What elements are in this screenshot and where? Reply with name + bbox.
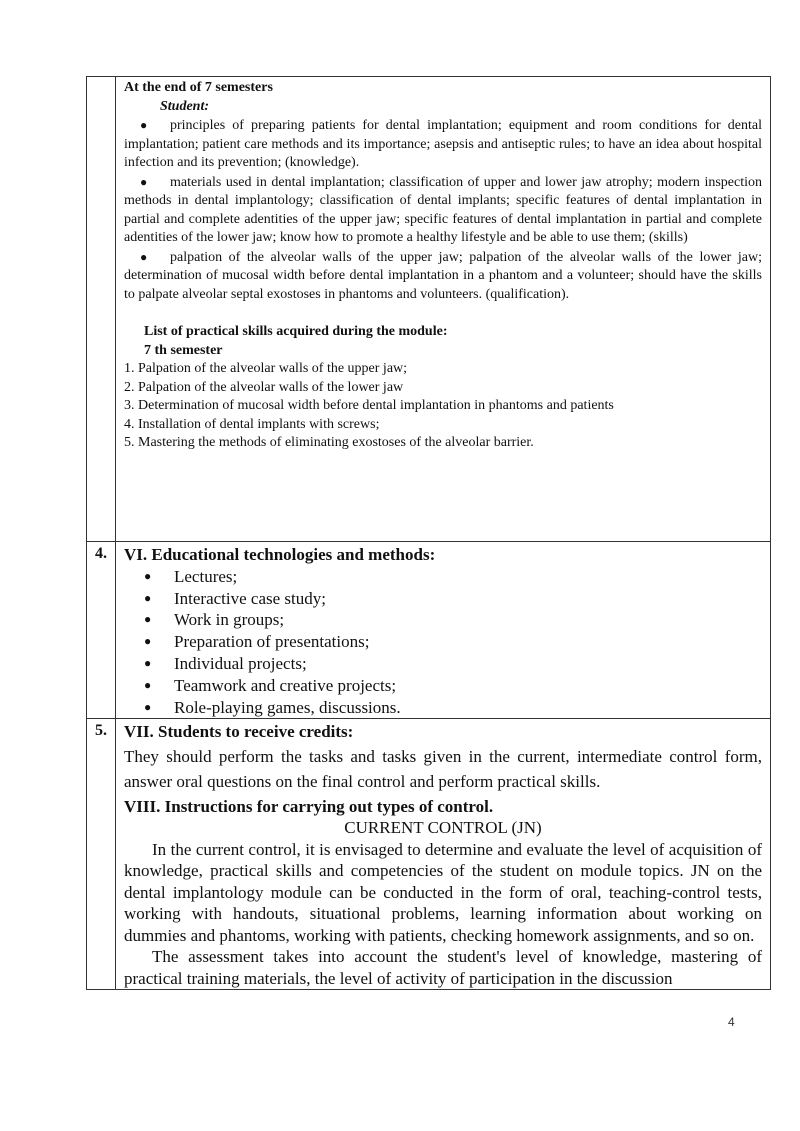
list-item: ● Role-playing games, discussions.	[144, 697, 401, 717]
skill-item: 5. Mastering the methods of eliminating exostoses of the alveolar barrier.	[124, 435, 534, 450]
bullet-icon: ●	[144, 634, 152, 649]
list-item: ● Work in groups;	[144, 610, 285, 630]
skills-heading: List of practical skills acquired during the module:	[144, 324, 448, 339]
credits-text: They should perform the tasks and tasks given in the current, intermediate control form, answer oral questions on the final control and perform practical skills.	[124, 746, 762, 791]
educational-technologies-cell	[116, 542, 771, 719]
skill-item: 2. Palpation of the alveolar walls of the lower jaw	[124, 379, 404, 395]
skill-item: 1. Palpation of the alveolar walls of the upper jaw;	[124, 361, 408, 376]
skill-item: 4. Installation of dental implants with screws;	[124, 416, 380, 432]
paragraph: The assessment takes into account the student's level of knowledge, mastering of practical training materials, the level of activity of participation in the discussion	[124, 947, 762, 988]
credits-and-control-cell	[116, 719, 771, 990]
skills-semester: 7 th semester	[144, 342, 223, 358]
learning-outcomes-cell	[116, 77, 771, 542]
bullet-icon: ●	[144, 677, 152, 692]
row-number: 4.	[87, 542, 116, 719]
row-educational-technologies	[87, 542, 771, 719]
bullet-icon: ●	[140, 118, 148, 132]
skill-item: 3. Determination of mucosal width before dental implantation in phantoms and patients	[124, 398, 614, 413]
list-item: ● Lectures;	[144, 566, 238, 586]
bullet-icon: ●	[144, 655, 152, 670]
syllabus-table	[86, 76, 771, 990]
section-title: VII. Students to receive credits:	[124, 722, 354, 742]
current-control-title: CURRENT CONTROL (JN)	[344, 818, 542, 838]
control-title: VIII. Instructions for carrying out types of control.	[124, 796, 494, 816]
paragraph: In the current control, it is envisaged to determine and evaluate the level of acquisition of knowledge, practical skills and competencies of the student on module topics. JN on the dental implantology module can be conducted in the form of oral, teaching-control tests, working with handouts, situational problems, learning information about working on dummies and phantoms, working with patients, checking homework assignments, and so on.	[124, 839, 762, 945]
page-number: 4	[728, 1015, 735, 1029]
row-number: 5.	[87, 719, 116, 990]
bullet-icon: ●	[144, 612, 152, 627]
outcomes-subheading: Student:	[160, 98, 210, 114]
list-item: ● Individual projects;	[144, 653, 307, 673]
bullet-icon: ●	[144, 568, 152, 583]
outcome-bullet: ● palpation of the alveolar walls of the upper jaw; palpation of the alveolar walls of the lower jaw; determination of mucosal width before dental implantation in a phantom and a volunteer; should have the skills to palpate alveolar septal exostoses in phantoms and volunteers. (qualification).	[124, 249, 762, 302]
outcomes-heading: At the end of 7 semesters	[124, 80, 273, 95]
bullet-icon: ●	[144, 590, 152, 605]
section-title: VI. Educational technologies and methods:	[124, 545, 436, 564]
list-item: ● Preparation of presentations;	[144, 632, 370, 652]
bullet-icon: ●	[144, 699, 152, 714]
bullet-icon: ●	[140, 174, 148, 189]
list-item: ● Teamwork and creative projects;	[144, 675, 397, 695]
row-learning-outcomes	[87, 77, 771, 542]
bullet-icon: ●	[140, 249, 148, 264]
outcome-bullet: ● principles of preparing patients for dental implantation; equipment and room conditions for dental implantation; patient care methods and its importance; asepsis and antiseptic rules; to have an idea about hospital infection and its prevention; (knowledge).	[124, 118, 762, 170]
technologies-list	[124, 566, 762, 719]
outcome-bullet: ● materials used in dental implantation; classification of upper and lower jaw atrophy; modern inspection methods in dental implantology; classification of dental implants; specific features of dental implantation in partial and complete adentities of the upper jaw; specific features of dental implantation in partial and complete adentities of the lower jaw; know how to promote a healthy lifestyle and be able to use them; (skills)	[124, 174, 762, 245]
row-number-cell-empty	[87, 77, 116, 542]
row-credits-and-control	[87, 719, 771, 990]
list-item: ● Interactive case study;	[144, 588, 326, 608]
